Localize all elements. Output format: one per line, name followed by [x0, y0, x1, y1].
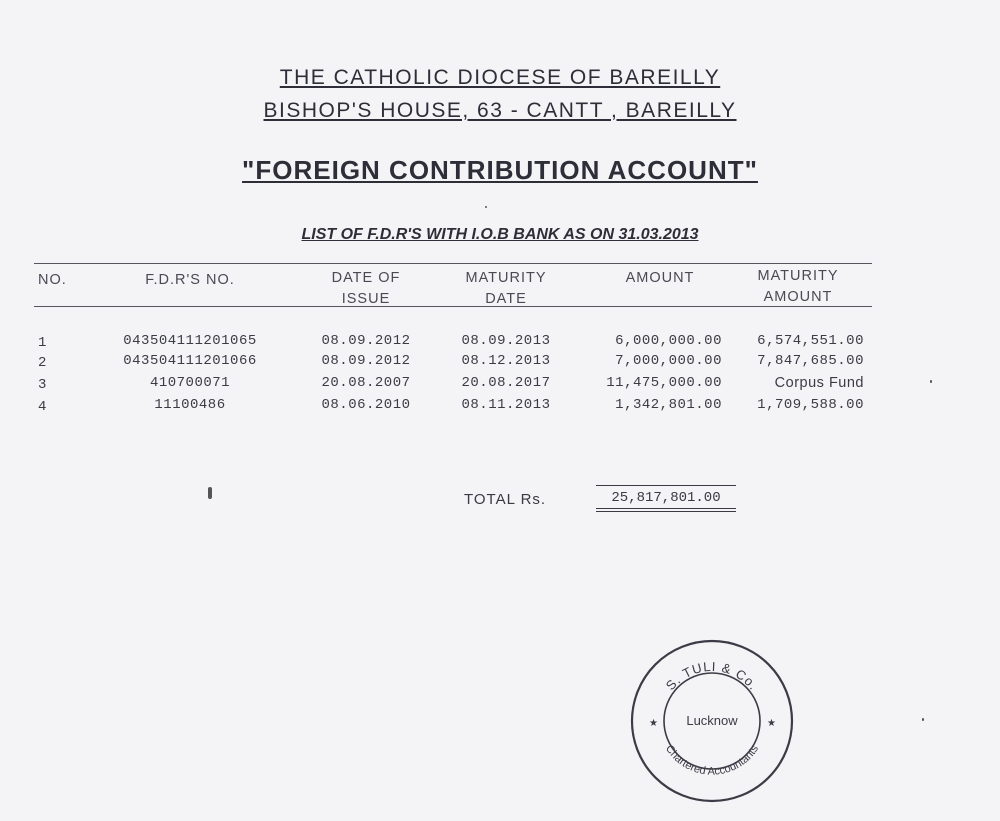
col-header-date-of-issue-line2: ISSUE — [341, 291, 391, 307]
row-no: 2 — [38, 355, 47, 371]
svg-text:S. TULI & Co. — [663, 659, 762, 693]
row-maturity-date: 08.11.2013 — [461, 397, 551, 413]
row-no: 4 — [38, 399, 47, 415]
stamp-designation: Chartered Accountants — [662, 742, 762, 778]
row-no: 1 — [38, 335, 47, 351]
svg-text:Chartered Accountants — [663, 743, 762, 778]
row-date-issue: 08.09.2012 — [321, 353, 411, 369]
row-maturity-amount: 7,847,685.00 — [757, 353, 864, 369]
col-header-maturity-amount — [740, 266, 856, 308]
total-value: 25,817,801.00 — [611, 490, 721, 506]
row-no: 3 — [38, 377, 47, 393]
organization-name: THE CATHOLIC DIOCESE OF BAREILLY — [279, 66, 721, 89]
row-amount: 7,000,000.00 — [615, 353, 722, 369]
row-fdr-no: 043504111201065 — [123, 333, 257, 349]
row-maturity-amount: 1,709,588.00 — [757, 397, 864, 413]
row-maturity-date: 08.09.2013 — [461, 333, 551, 349]
ink-speck — [208, 487, 212, 499]
row-date-issue: 08.06.2010 — [321, 397, 411, 413]
row-amount: 6,000,000.00 — [615, 333, 722, 349]
row-fdr-no: 043504111201066 — [123, 353, 257, 369]
row-date-issue: 20.08.2007 — [321, 375, 411, 391]
organization-address: BISHOP'S HOUSE, 63 - CANTT , BAREILLY — [263, 99, 737, 122]
ink-speck — [922, 718, 924, 721]
col-header-no: NO. — [38, 272, 67, 288]
row-maturity-date: 08.12.2013 — [461, 353, 551, 369]
total-double-rule-2 — [596, 511, 736, 512]
row-fdr-no: 11100486 — [154, 397, 226, 413]
row-maturity-date: 20.08.2017 — [461, 375, 551, 391]
star-icon: ★ — [767, 718, 776, 729]
col-header-date-of-issue-line1: DATE OF — [331, 270, 401, 286]
row-amount: 11,475,000.00 — [606, 375, 722, 391]
col-header-fdr-no: F.D.R'S NO. — [145, 272, 235, 288]
col-header-maturity-date-line2: DATE — [485, 291, 527, 307]
total-label: TOTAL Rs. — [464, 491, 547, 508]
stamp-firm-name: S. TULI & Co. — [662, 658, 762, 694]
row-date-issue: 08.09.2012 — [321, 333, 411, 349]
row-amount: 1,342,801.00 — [615, 397, 722, 413]
col-header-maturity-amount-line2: AMOUNT — [763, 289, 833, 305]
auditor-stamp — [627, 636, 797, 806]
stamp-city: Lucknow — [686, 713, 738, 728]
total-top-rule — [596, 485, 736, 486]
row-maturity-amount: 6,574,551.00 — [757, 333, 864, 349]
total-double-rule-1 — [596, 508, 736, 509]
col-header-date-of-issue — [310, 268, 422, 310]
ink-speck — [485, 206, 487, 208]
col-header-maturity-amount-line1: MATURITY — [757, 268, 839, 284]
row-fdr-no: 410700071 — [149, 375, 231, 391]
col-header-maturity-date-line1: MATURITY — [465, 270, 547, 286]
account-title: "FOREIGN CONTRIBUTION ACCOUNT" — [242, 155, 758, 185]
star-icon: ★ — [649, 718, 658, 729]
table-top-rule — [34, 263, 872, 264]
row-maturity-amount: Corpus Fund — [774, 375, 864, 391]
col-header-amount: AMOUNT — [625, 270, 695, 286]
list-title: LIST OF F.D.R'S WITH I.O.B BANK AS ON 31.03.2013 — [301, 226, 699, 243]
ink-speck — [930, 380, 932, 383]
col-header-maturity-date — [450, 268, 562, 310]
